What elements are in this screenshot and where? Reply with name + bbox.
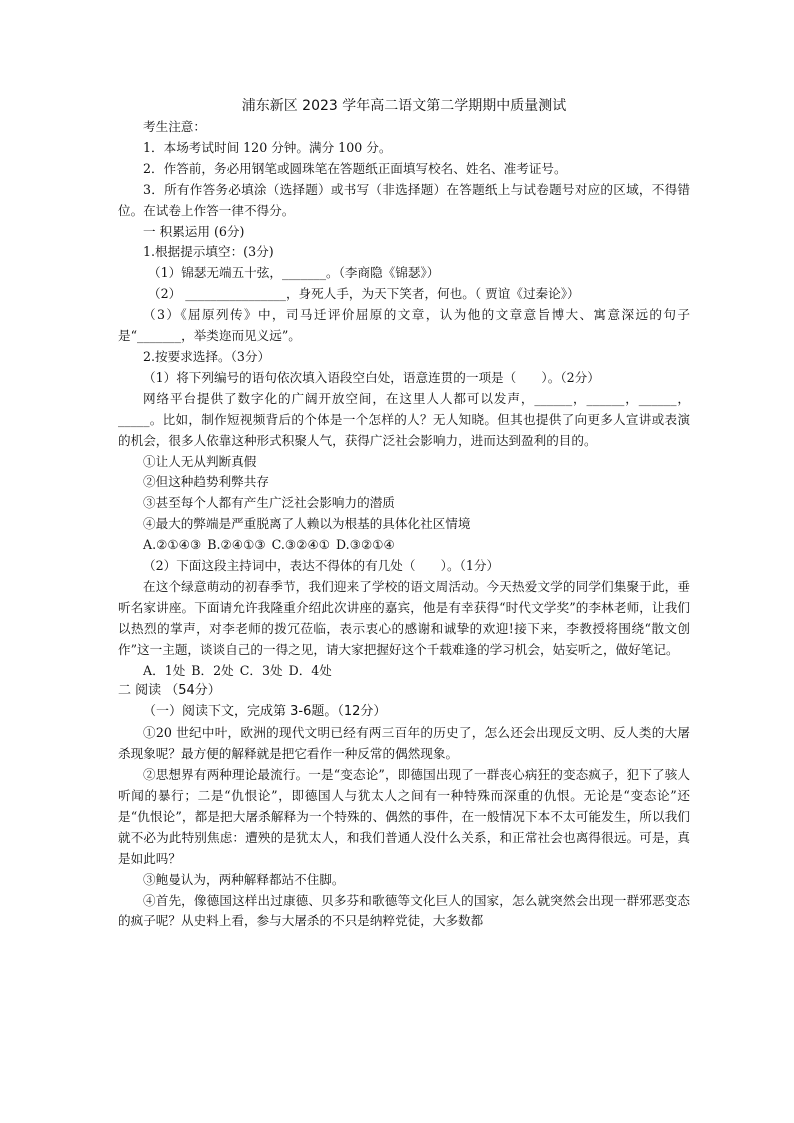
statement-2: ②但这种趋势利弊共存: [143, 474, 269, 490]
q1-item-1: （1）锦瑟无端五十弦，_______。（李商隐《锦瑟》）: [148, 265, 440, 281]
part2-sub-heading: （一）阅读下文，完成第 3-6题。（12分）: [143, 704, 387, 720]
reading-paragraph-2: ②思想界有两种理论最流行。一是“变态论”，即德国出现了一群丧心病狂的变态疯子，犯下了骇人听闻的暴行；二是“仇恨论”，即德国人与犹太人之间有一种特殊而深重的仇恨。无论是“变态论”还是“仇恨论”，都是把大屠杀解释为一个特殊的、偶然的事件，在一般情况下本不太可能发生，所以我们就不必为此特别焦虑：遭殃的是犹太人，和我们普通人没什么关系，和正常社会也离得很远。可是，真是如此吗？: [118, 767, 690, 866]
exam-page: [118, 96, 690, 932]
notice-item-2: 2．作答前，务必用钢笔或圆珠笔在答题纸正面填写校名、姓名、准考证号。: [143, 160, 567, 176]
q2-sub1-stem: （1）将下列编号的语句依次填入语段空白处，语意连贯的一项是（ ）。（2分）: [143, 369, 600, 385]
q1-item-2: （2） ________________，身死人手，为天下笑者，何也。（ 贾谊《过秦论》）: [148, 286, 580, 302]
q2-sub2-options: A．1处 B．2处 C．3处 D．4处: [143, 662, 332, 678]
reading-paragraph-4: ④首先，像德国这样出过康德、贝多芬和歌德等文化巨人的国家，怎么就突然会出现一群邪恶变态的疯子呢？从史料上看，参与大屠杀的不只是纳粹党徒，大多数都: [118, 892, 690, 929]
q2-sub2-passage: 在这个绿意萌动的初春季节，我们迎来了学校的语文周活动。今天热爱文学的同学们集聚于此，垂听名家讲座。下面请允许我隆重介绍此次讲座的嘉宾，他是有幸获得“时代文学奖”的李林老师，让我们以热烈的掌声，对李老师的拨冗莅临，表示衷心的感谢和诚挚的欢迎!接下来，李教授将围绕“散文创作”这一主题，谈谈自己的一得之见，请大家把握好这个千载难逢的学习机会，姑妄听之，做好笔记。: [118, 578, 690, 657]
statement-1: ①让人无从判断真假: [143, 453, 257, 469]
reading-paragraph-3: ③鲍曼认为，两种解释都站不住脚。: [143, 871, 345, 887]
q1-stem: 1.根据提示填空：(3分): [143, 244, 274, 260]
q1-item-3: （3）《屈原列传》中，司马迁评价屈原的文章，认为他的文章意旨博大、寓意深远的句子是“_______，举类迩而见义远”。: [118, 307, 690, 344]
notice-heading: 考生注意：: [143, 119, 206, 134]
q2-sub1-options: A.②①④③ B.②④①③ C.③②④① D.③②①④: [143, 537, 395, 553]
notice-item-3: 3．所有作答务必填涂（选择题）或书写（非选择题）在答题纸上与试卷题号对应的区域，不得错位。在试卷上作答一律不得分。: [118, 181, 690, 218]
reading-paragraph-1: ①20 世纪中叶，欧洲的现代文明已经有两三百年的历史了，怎么还会出现反文明、反人类的大屠杀现象呢？最方便的解释就是把它看作一种反常的偶然现象。: [118, 725, 690, 762]
q2-stem: 2.按要求选择。（3分）: [143, 348, 271, 364]
q2-passage: 网络平台提供了数字化的广阔开放空间，在这里人人都可以发声，______，______，______，_____。比如，制作短视频背后的个体是一个怎样的人？无人知晓。但其也提供了向更多人宣讲或表演的机会，很多人依靠这种形式积聚人气，获得广泛社会影响力，进而达到盈利的目的。: [118, 390, 690, 448]
part1-heading: 一 积累运用 (6分): [143, 223, 245, 239]
exam-title: 浦东新区 2023 学年高二语文第二学期期中质量测试: [241, 98, 567, 114]
notice-item-1: 1．本场考试时间 120 分钟。满分 100 分。: [143, 139, 392, 155]
part2-heading: 二 阅读 （54分）: [118, 683, 221, 699]
statement-3: ③甚至每个人都有产生广泛社会影响力的潜质: [143, 495, 395, 511]
statement-4: ④最大的弊端是严重脱离了人赖以为根基的具体化社区情境: [143, 516, 471, 532]
q2-sub2-stem: （2）下面这段主持词中，表达不得体的有几处（ ）。（1分）: [143, 558, 500, 574]
